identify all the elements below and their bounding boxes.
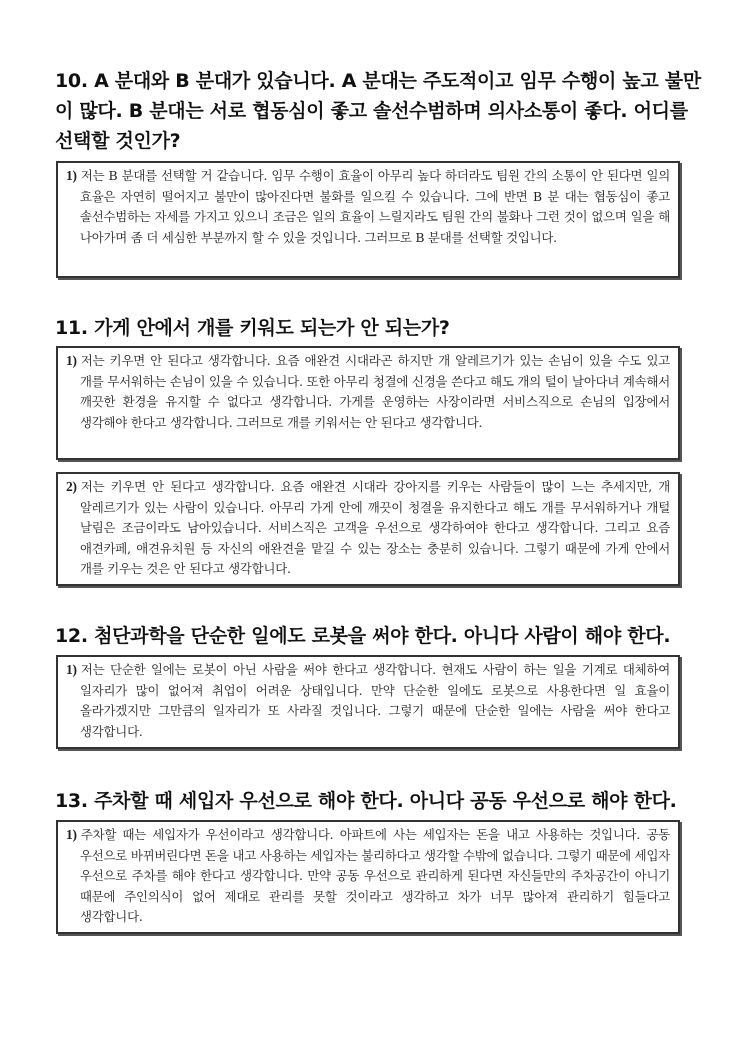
answer-paragraph	[66, 477, 670, 580]
answer-box-11-1	[56, 346, 680, 460]
answer-paragraph	[66, 660, 670, 742]
answer-box-12-1	[56, 655, 680, 749]
question-12-heading: 12. 첨단과학을 단순한 일에도 로봇을 써야 한다. 아니다 사람이 해야 한다.	[55, 625, 671, 647]
answer-text: 저는 키우면 안 된다고 생각합니다. 요즘 애완견 시대라곤 하지만 개 알레르기가 있는 손님이 있을 수도 있고 개를 무서워하는 손님이 있을 수 있습니다. 또한 아무리 청결에 신경을 쓴다고 해도 개의 털이 날아다녀 계속해서 깨끗한 환경을 유지할 수 없다고 생각합니다. 가게를 운영하는 사장이라면 서비스직으로 손님의 입장에서 생각해야 한다고 생각합니다. 그러므로 개를 키워서는 안 된다고 생각합니다.	[80, 353, 670, 430]
answer-number: 1)	[66, 662, 77, 677]
question-11-heading: 11. 가게 안에서 개를 키워도 되는가 안 되는가?	[55, 317, 450, 339]
answer-text: 주차할 때는 세입자가 우선이라고 생각합니다. 아파트에 사는 세입자는 돈을 내고 사용하는 것입니다. 공동 우선으로 바뀌버린다면 돈을 내고 사용하는 세입자는 불리하다고 생각할 수밖에 없습니다. 그렇기 때문에 세입자 우선으로 주차를 해야 한다고 생각합니다. 만약 공동 우선으로 관리하게 된다면 자신들만의 주차공간이 아니기 때문에 주인의식이 없어 제대로 관리를 못할 것이라고 생각하고 차가 너무 많아져 관리하기 힘들다고 생각합니다.	[80, 827, 670, 924]
answer-box-11-2	[56, 472, 680, 586]
answer-paragraph	[66, 825, 670, 928]
answer-number: 2)	[66, 479, 77, 494]
answer-number: 1)	[66, 827, 77, 842]
answer-text: 저는 단순한 일에는 로봇이 아닌 사람을 써야 한다고 생각합니다. 현재도 사람이 하는 일을 기계로 대체하여 일자리가 많이 없어져 취업이 어려운 상태입니다. 만약 단순한 일에도 로봇으로 사용한다면 일 효율이 올라가겠지만 그만큼의 일자리가 또 사라질 것입니다. 그렇기 때문에 단순한 일에는 사람을 써야 한다고 생각합니다.	[80, 662, 670, 739]
answer-paragraph	[66, 351, 670, 433]
answer-paragraph	[66, 166, 670, 248]
answer-text: 저는 키우면 안 된다고 생각합니다. 요즘 애완견 시대라 강아지를 키우는 사람들이 많이 느는 추세지만, 개 알레르기가 있는 사람이 있습니다. 아무리 가게 안에 깨끗이 청결을 유지한다고 해도 개를 무서워하거나 개털 날림은 조금이라도 남아있습니다. 서비스직은 고객을 우선으로 생각하여야 한다고 생각합니다. 그리고 요즘 애견카페, 애견유치원 등 자신의 애완견을 맡길 수 있는 장소는 충분히 있습니다. 그렇기 때문에 가게 안에서 개를 키우는 것은 안 된다고 생각합니다.	[80, 479, 670, 576]
answer-box-10-1	[56, 161, 680, 278]
answer-text: 저는 B 분대를 선택할 거 같습니다. 임무 수행이 효율이 아무리 높다 하더라도 팀원 간의 소통이 안 된다면 일의 효율은 자연히 떨어지고 불만이 많아진다면 불화를 일으킬 수 있습니다. 그에 반면 B 분 대는 협동심이 좋고 솔선수범하는 자세를 가지고 있으니 조금은 일의 효율이 느릴지라도 팀원 간의 불화나 그런 것이 없으며 일을 해 나아가며 좀 더 세심한 부분까지 할 수 있을 것입니다. 그러므로 B 분대를 선택할 것입니다.	[80, 168, 670, 245]
answer-number: 1)	[66, 353, 77, 368]
question-10-heading: 10. A 분대와 B 분대가 있습니다. A 분대는 주도적이고 임무 수행이 높고 불만이 많다. B 분대는 서로 협동심이 좋고 솔선수범하며 의사소통이 좋다. 어디를 선택할 것인가?	[55, 70, 701, 152]
answer-number: 1)	[66, 168, 77, 183]
question-13-heading: 13. 주차할 때 세입자 우선으로 해야 한다. 아니다 공동 우선으로 해야 한다.	[55, 790, 677, 812]
answer-box-13-1	[56, 820, 680, 934]
